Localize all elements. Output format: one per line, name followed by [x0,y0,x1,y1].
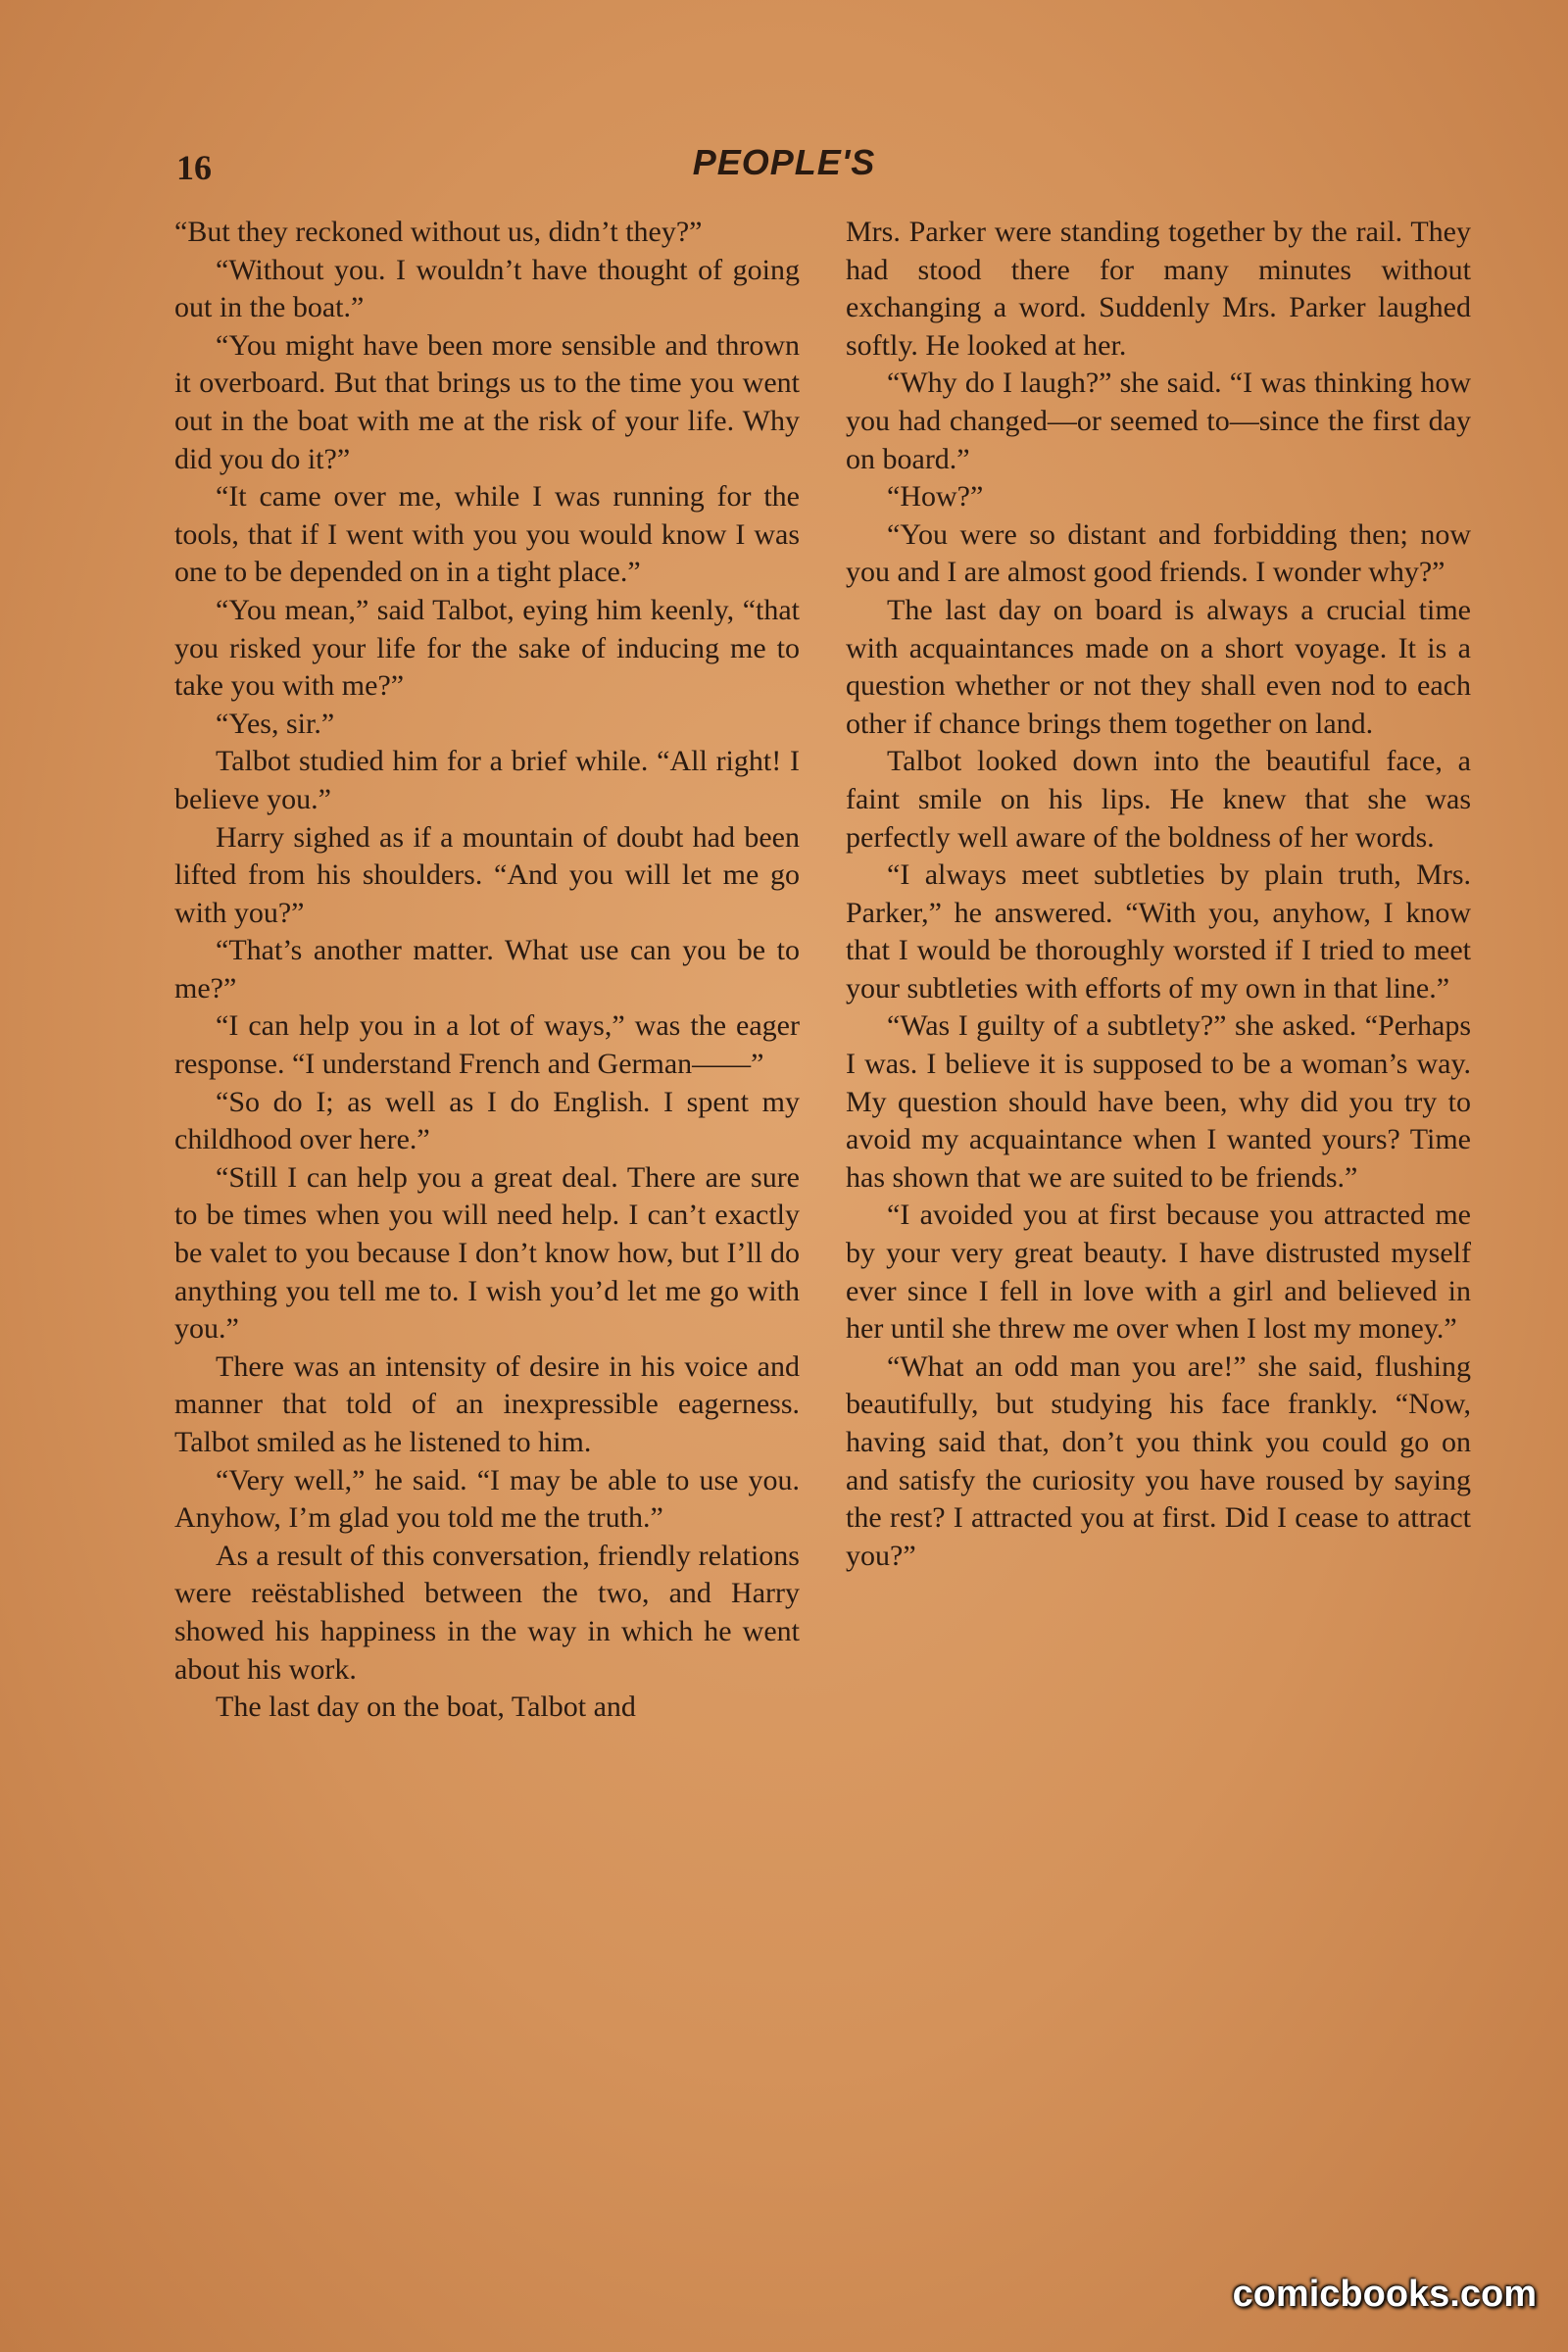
paragraph: There was an intensity of desire in his voice and manner that told of an inexpressible eagerness. Talbot smiled as he listened to him. [174,1349,800,1458]
paragraph: Harry sighed as if a mountain of doubt had been lifted from his shoulders. “And you will let me go with you?” [174,820,800,929]
paragraph: “You mean,” said Talbot, eying him keenly, “that you risked your life for the sake of inducing me to take you with me?” [174,593,800,703]
paragraph: “Was I guilty of a subtlety?” she asked. “Perhaps I was. I believe it is supposed to be a woman’s way. My question should have been, why did you try to avoid my acquaintance when I wanted yours? Time has shown that we are suited to be friends.” [846,1009,1471,1194]
running-head: PEOPLE'S [692,142,876,182]
paragraph: “You were so distant and forbidding then; now you and I are almost good friends. I wonder why?” [846,517,1471,589]
paragraph: Mrs. Parker were standing together by the rail. They had stood there for many minutes without exchanging a word. Suddenly Mrs. Parker laughed softly. He looked at her. [846,216,1471,362]
paragraph: “Yes, sir.” [216,707,335,740]
paragraph: “Without you. I wouldn’t have thought of going out in the boat.” [174,253,800,324]
paragraph: “So do I; as well as I do English. I spent my childhood over here.” [174,1085,800,1156]
page-number: 16 [176,148,212,187]
paragraph: “Why do I laugh?” she said. “I was thinking how you had changed—or seemed to—since the first day on board.” [846,367,1471,475]
paragraph: The last day on board is always a crucial time with acquaintances made on a short voyage. It is a question whether or not they shall even nod to each other if chance brings them together on land. [846,593,1471,740]
paragraph: “It came over me, while I was running for the tools, that if I went with you you would know I was one to be depended on in a tight place.” [174,480,800,589]
paragraph: “How?” [887,480,984,514]
paragraph: “You might have been more sensible and thrown it overboard. But that brings us to the time you went out in the boat with me at the risk of your life. Why did you do it?” [174,328,800,475]
paragraph: As a result of this conversation, friendly relations were reëstablished between the two, and Harry showed his happiness in the way in which he went about his work. [174,1539,800,1686]
paragraph: “I can help you in a lot of ways,” was the eager response. “I understand French and German——” [174,1009,800,1081]
paragraph: “I avoided you at first because you attracted me by your very great beauty. I have distrusted myself ever since I fell in love with a girl and believed in her until she threw me over when I lost my money.” [846,1199,1471,1346]
left-column [174,214,800,1727]
paragraph: “That’s another matter. What use can you be to me?” [174,934,800,1004]
paragraph: Talbot looked down into the beautiful face, a faint smile on his lips. He knew that she was perfectly well aware of the boldness of her words. [846,745,1471,854]
paragraph: “What an odd man you are!” she said, flushing beautifully, but studying his face frankly. “Now, having said that, don’t you think you could go on and satisfy the curiosity you have roused by saying the rest? I attracted you at first. Did I cease to attract you?” [846,1349,1471,1572]
paragraph: “Still I can help you a great deal. There are sure to be times when you will need help. I can’t exactly be valet to you because I don’t know how, but I’ll do anything you tell me to. I wish you’d let me go with you.” [174,1160,800,1346]
paragraph: The last day on the boat, Talbot and [216,1690,636,1724]
paragraph: Talbot studied him for a brief while. “All right! I believe you.” [174,745,800,815]
paragraph: “I always meet subtleties by plain truth, Mrs. Parker,” he answered. “With you, anyhow, I know that I would be thoroughly worsted if I tried to meet your subtleties with efforts of my own in that line.” [846,858,1471,1004]
right-column [846,214,1471,1575]
watermark: comicbooks.com [1232,2274,1537,2315]
paragraph: “But they reckoned without us, didn’t they?” [174,216,703,248]
paragraph: “Very well,” he said. “I may be able to use you. Anyhow, I’m glad you told me the truth.” [174,1463,800,1535]
